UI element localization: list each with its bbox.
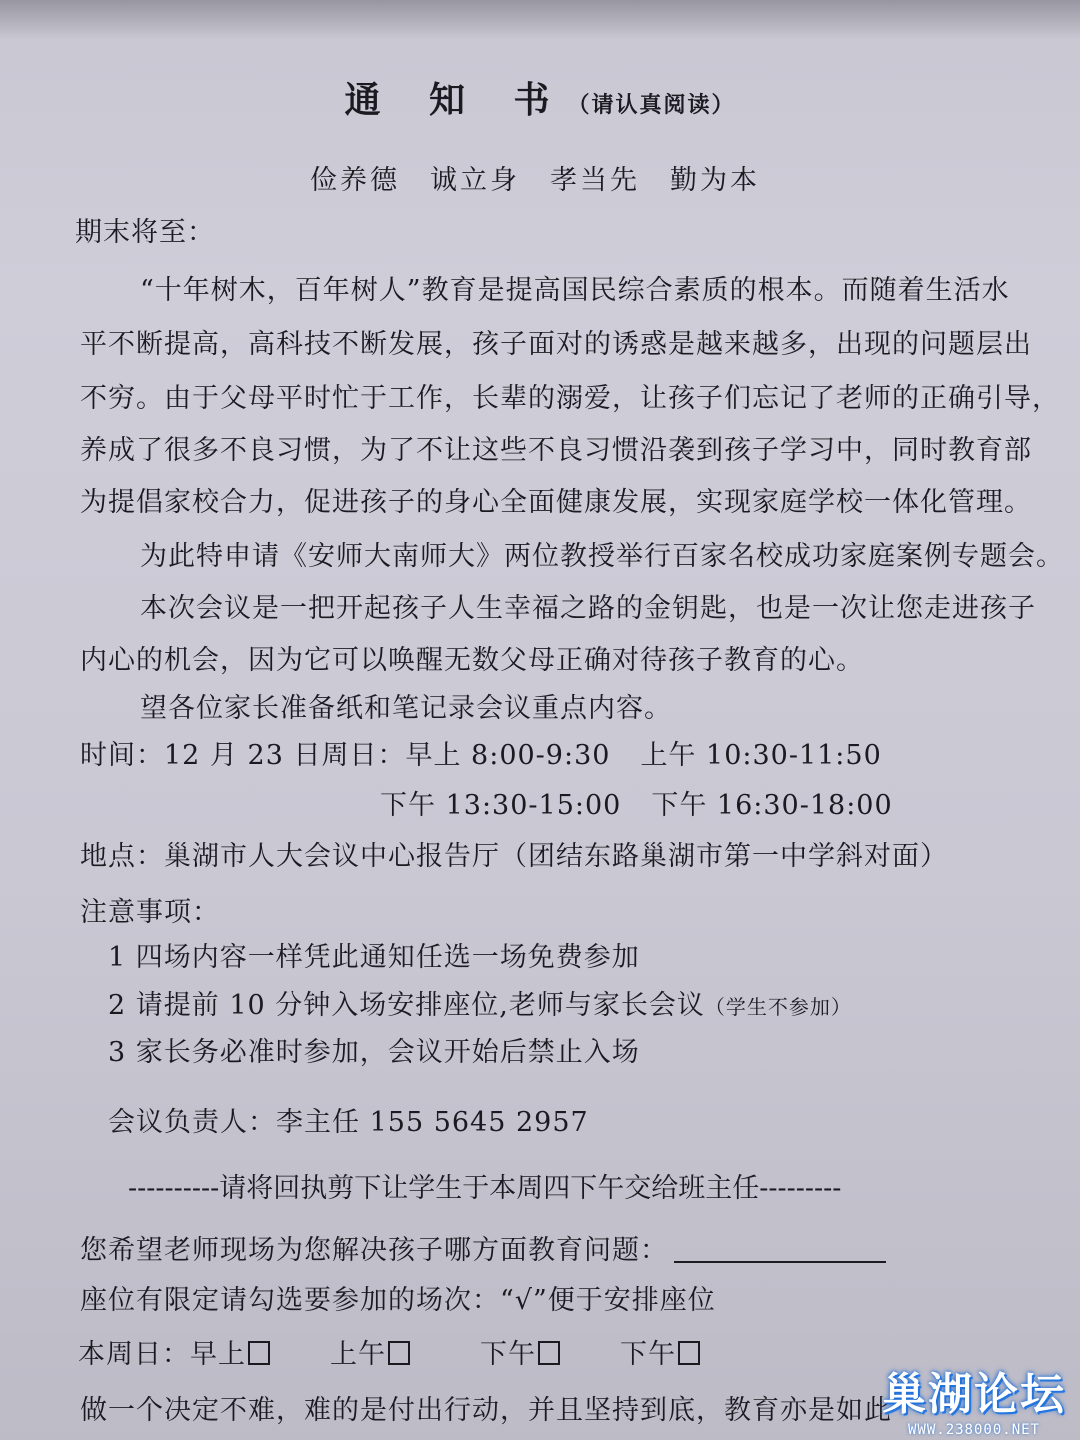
session-label: 早上	[190, 1339, 246, 1370]
notes-title: 注意事项：	[80, 897, 220, 928]
title-text: 通 知 书	[344, 79, 568, 121]
motto-item: 孝当先	[550, 165, 640, 196]
session-label: 上午	[330, 1339, 386, 1370]
paragraph-line: “十年树木，百年树人”教育是提高国民综合素质的根本。而随着生活水	[140, 275, 1010, 306]
paragraph-line: 不穷。由于父母平时忙于工作，长辈的溺爱，让孩子们忘记了老师的正确引导，	[80, 383, 1060, 414]
session-label: 下午	[480, 1339, 536, 1370]
greeting: 期末将至：	[75, 217, 215, 248]
paragraph-line: 养成了很多不良习惯，为了不让这些不良习惯沿袭到孩子学习中，同时教育部	[80, 435, 1032, 466]
session-checkbox[interactable]	[248, 1341, 270, 1365]
session-label: 下午	[620, 1339, 676, 1370]
time-label: 时间：12 月 23 日周日：	[80, 740, 406, 771]
paragraph-line: 望各位家长准备纸和笔记录会议重点内容。	[140, 693, 672, 724]
title-subtitle: （请认真阅读）	[567, 92, 736, 118]
note-text: 2 请提前 10 分钟入场安排座位,老师与家长会议	[108, 990, 705, 1021]
contact-person: 会议负责人：李主任 155 5645 2957	[108, 1107, 589, 1138]
note-item	[108, 983, 852, 1022]
sunday-label: 本周日：	[78, 1339, 190, 1370]
time-slot: 上午 10:30-11:50	[640, 740, 882, 771]
paragraph-line: 为此特申请《安师大南师大》两位教授举行百家名校成功家庭案例专题会。	[140, 541, 1064, 572]
question-line	[80, 1228, 886, 1267]
time-slot: 早上 8:00-9:30	[405, 740, 611, 771]
note-item: 3 家长务必准时参加，会议开始后禁止入场	[108, 1037, 640, 1068]
note-suffix: （学生不参加）	[704, 995, 852, 1019]
watermark-url: WWW.238000.NET	[907, 1422, 1040, 1438]
note-item: 1 四场内容一样凭此通知任选一场免费参加	[108, 942, 640, 973]
paragraph-line: 本次会议是一把开起孩子人生幸福之路的金钥匙，也是一次让您走进孩子	[140, 593, 1036, 624]
session-checkbox[interactable]	[538, 1341, 560, 1365]
time-slot: 下午 16:30-18:00	[651, 790, 893, 821]
paragraph-line: 为提倡家校合力，促进孩子的身心全面健康发展，实现家庭学校一体化管理。	[80, 487, 1032, 518]
closing-line: 做一个决定不难，难的是付出行动，并且坚持到底，教育亦是如此	[80, 1395, 892, 1426]
watermark-logo: 巢湖论坛	[882, 1369, 1066, 1420]
answer-blank[interactable]	[674, 1237, 886, 1263]
meeting-time	[80, 733, 882, 772]
page-title	[0, 72, 1080, 123]
paragraph-line: 平不断提高，高科技不断发展，孩子面对的诱惑是越来越多，出现的问题层出	[80, 329, 1032, 360]
forum-watermark	[882, 1358, 1066, 1438]
motto-item: 俭养德	[310, 165, 400, 196]
session-checkbox[interactable]	[388, 1341, 410, 1365]
cut-line: ----------请将回执剪下让学生于本周四下午交给班主任---------	[128, 1173, 842, 1204]
paragraph-line: 内心的机会，因为它可以唤醒无数父母正确对待孩子教育的心。	[80, 645, 864, 676]
session-checkbox[interactable]	[678, 1341, 700, 1365]
motto-item: 勤为本	[670, 165, 760, 196]
session-options	[78, 1332, 700, 1371]
question-text: 您希望老师现场为您解决孩子哪方面教育问题：	[80, 1235, 668, 1266]
paper-shadow	[0, 0, 1080, 40]
time-slot: 下午 13:30-15:00	[380, 790, 622, 821]
meeting-location: 地点：巢湖市人大会议中心报告厅（团结东路巢湖市第一中学斜对面）	[80, 841, 948, 872]
motto-item: 诚立身	[430, 165, 520, 196]
motto	[310, 158, 790, 197]
meeting-time-row2	[380, 783, 923, 822]
seat-prompt: 座位有限定请勾选要参加的场次：“√”便于安排座位	[80, 1285, 716, 1316]
